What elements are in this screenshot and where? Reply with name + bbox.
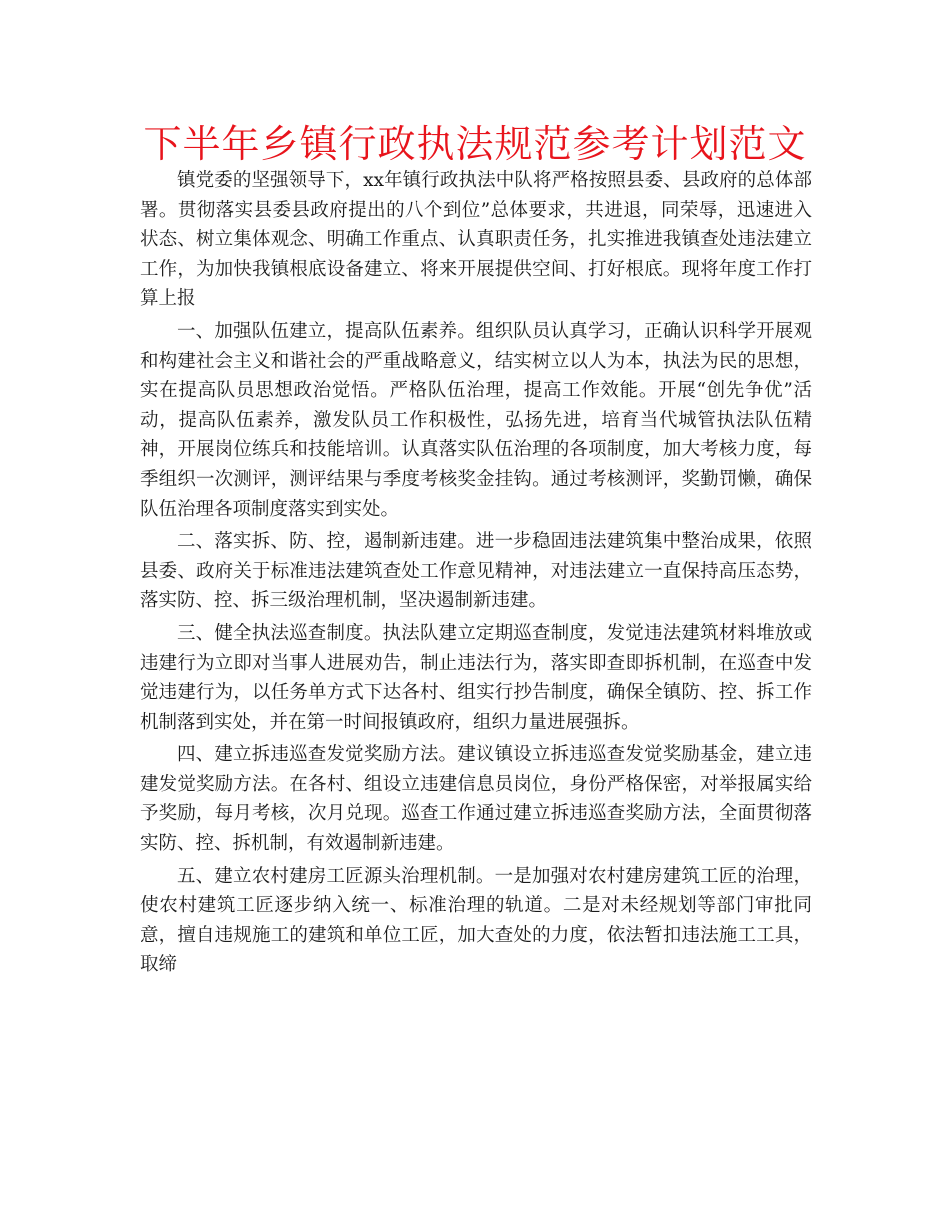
paragraph-2: 二、落实拆、防、控，遏制新违建。进一步稳固违法建筑集中整治成果，依照县委、政府关于标准违法建筑查处工作意见精神，对违法建立一直保持高压态势，落实防、控、拆三级治理机制，坚决遏制新违建。 bbox=[140, 531, 812, 612]
document-body bbox=[140, 166, 812, 983]
document-title: 下半年乡镇行政执法规范参考计划范文 bbox=[143, 122, 807, 166]
paragraph-intro: 镇党委的坚强领导下，xx年镇行政执法中队将严格按照县委、县政府的总体部署。贯彻落实县委县政府提出的八个到位”总体要求，共进退，同荣辱，迅速进入状态、树立集体观念、明确工作重点、认真职责任务，扎实推进我镇查处违法建立工作，为加快我镇根底设备建立、将来开展提供空间、打好根底。现将年度工作打算上报 bbox=[140, 170, 812, 310]
paragraph-4: 四、建立拆违巡查发觉奖励方法。建议镇设立拆违巡查发觉奖励基金，建立违建发觉奖励方法。在各村、组设立违建信息员岗位，身份严格保密，对举报属实给予奖励，每月考核，次月兑现。巡查工作通过建立拆违巡查奖励方法，全面贯彻落实防、控、拆机制，有效遏制新违建。 bbox=[140, 744, 812, 855]
paragraph-3: 三、健全执法巡查制度。执法队建立定期巡查制度，发觉违法建筑材料堆放或违建行为立即对当事人进展劝告，制止违法行为，落实即查即拆机制，在巡查中发觉违建行为，以任务单方式下达各村、组实行抄告制度，确保全镇防、控、拆工作机制落到实处，并在第一时间报镇政府，组织力量进展强拆。 bbox=[140, 622, 812, 733]
paragraph-1: 一、加强队伍建立，提高队伍素养。组织队员认真学习，正确认识科学开展观和构建社会主义和谐社会的严重战略意义，结实树立以人为本，执法为民的思想，实在提高队员思想政治觉悟。严格队伍治理，提高工作效能。开展“创先争优”活动，提高队伍素养，激发队员工作积极性，弘扬先进，培育当代城管执法队伍精神，开展岗位练兵和技能培训。认真落实队伍治理的各项制度，加大考核力度，每季组织一次测评，测评结果与季度考核奖金挂钩。通过考核测评，奖勤罚懒，确保队伍治理各项制度落实到实处。 bbox=[140, 320, 812, 520]
paragraph-5: 五、建立农村建房工匠源头治理机制。一是加强对农村建房建筑工匠的治理，使农村建筑工匠逐步纳入统一、标准治理的轨道。二是对未经规划等部门审批同意，擅自违规施工的建筑和单位工匠，加大查处的力度，依法暂扣违法施工工具，取缔 bbox=[140, 865, 812, 976]
